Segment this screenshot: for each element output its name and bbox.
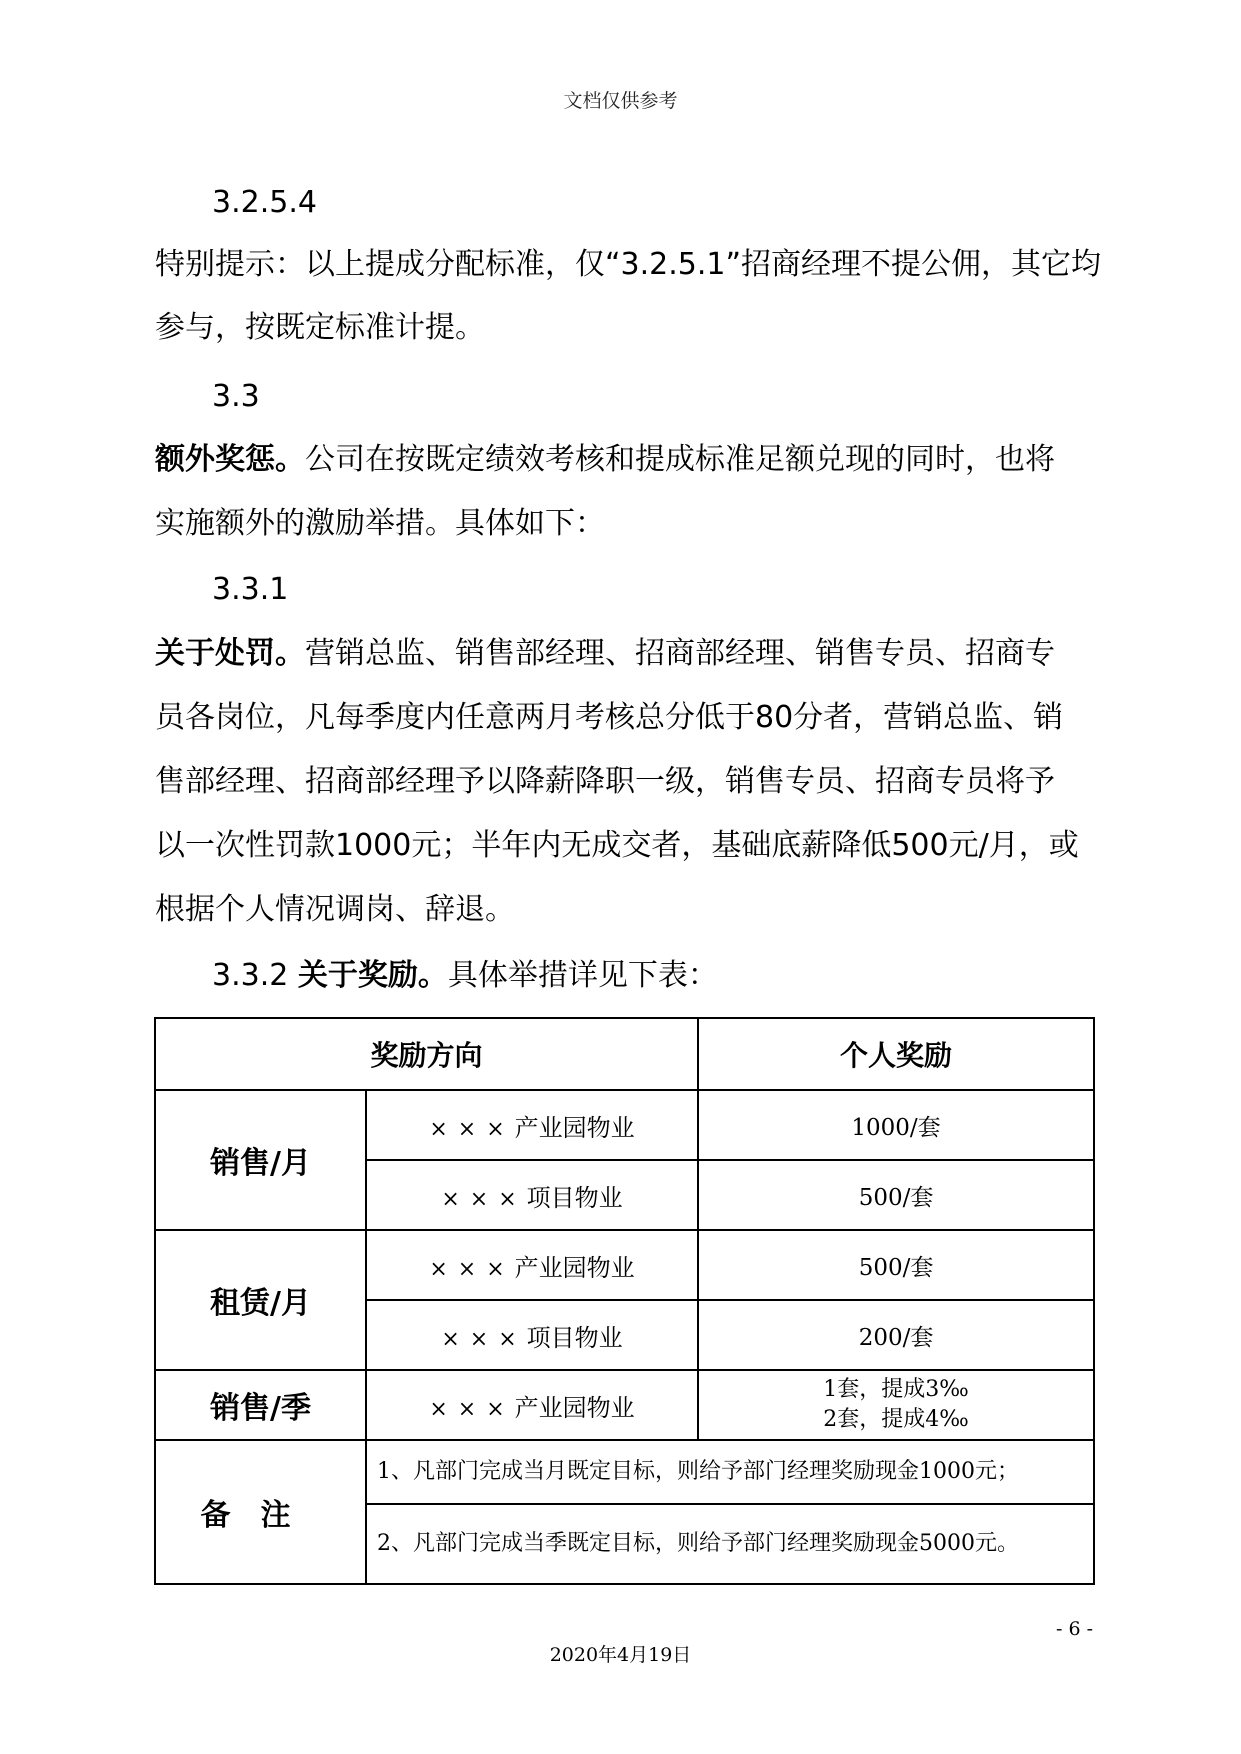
- section-number-3-3-1: 3.3.1: [212, 572, 289, 607]
- reward-intro: 具体举措详见下表：: [447, 958, 718, 993]
- table-row: [155, 1090, 1094, 1160]
- penalty-line-5: 根据个人情况调岗、辞退。: [155, 892, 515, 927]
- reward-value: 1000/套: [698, 1090, 1094, 1160]
- reward-value: 500/套: [698, 1160, 1094, 1230]
- project-name: 产业园物业: [514, 1113, 635, 1142]
- redacted-marks: ×××: [429, 1116, 515, 1142]
- category-lease-monthly: 租赁/月: [155, 1230, 366, 1370]
- table-header-row: [155, 1018, 1094, 1090]
- penalty-line-2: 员各岗位，凡每季度内任意两月考核总分低于80分者，营销总监、销: [155, 700, 1064, 735]
- project-cell: [366, 1370, 698, 1440]
- penalty-line-4: 以一次性罚款1000元；半年内无成交者，基础底薪降低500元/月，或: [155, 828, 1079, 863]
- header-reward-direction: 奖励方向: [155, 1018, 698, 1090]
- project-name: 产业园物业: [514, 1393, 635, 1422]
- notes-label: 备注: [155, 1440, 366, 1584]
- header-personal-reward: 个人奖励: [698, 1018, 1094, 1090]
- penalty-line-1: [155, 634, 1055, 674]
- penalty-line-3: 售部经理、招商部经理予以降薪降职一级，销售专员、招商专员将予: [155, 764, 1055, 799]
- penalty-title: 关于处罚。: [155, 636, 305, 671]
- redacted-marks: ×××: [429, 1396, 515, 1422]
- section-number-3-2-5-4: 3.2.5.4: [212, 185, 317, 220]
- footer-date: 2020年4月19日: [549, 1644, 692, 1666]
- reward-table: [154, 1017, 1095, 1585]
- page-header: 文档仅供参考: [563, 90, 678, 112]
- section-3-3-text: 公司在按既定绩效考核和提成标准足额兑现的同时，也将: [305, 442, 1055, 477]
- section-3-3-2-line: [212, 956, 718, 996]
- table-row: [155, 1370, 1094, 1440]
- tiered-commission: [698, 1370, 1094, 1440]
- project-cell: [366, 1090, 698, 1160]
- table-row: [155, 1230, 1094, 1300]
- table-row: [155, 1440, 1094, 1504]
- project-cell: [366, 1300, 698, 1370]
- redacted-marks: ×××: [441, 1326, 527, 1352]
- penalty-text: 营销总监、销售部经理、招商部经理、销售专员、招商专: [305, 636, 1055, 671]
- note-1: 1、凡部门完成当月既定目标，则给予部门经理奖励现金1000元；: [366, 1440, 1094, 1504]
- project-name: 项目物业: [526, 1183, 623, 1212]
- project-name: 项目物业: [526, 1323, 623, 1352]
- category-sales-monthly: 销售/月: [155, 1090, 366, 1230]
- tier-line-1: 1套，提成3‰: [823, 1377, 969, 1402]
- reward-title: 关于奖励。: [297, 958, 448, 993]
- section-3-3-line-2: 实施额外的激励举措。具体如下：: [155, 506, 605, 541]
- special-note-line-1: 特别提示：以上提成分配标准，仅“3.2.5.1”招商经理不提公佣，其它均: [155, 247, 1102, 282]
- page-number: - 6 -: [1055, 1618, 1093, 1640]
- note-2: 2、凡部门完成当季既定目标，则给予部门经理奖励现金5000元。: [366, 1504, 1094, 1584]
- reward-value: 500/套: [698, 1230, 1094, 1300]
- section-3-3-title: 额外奖惩。: [155, 442, 305, 477]
- project-cell: [366, 1230, 698, 1300]
- reward-value: 200/套: [698, 1300, 1094, 1370]
- tier-line-2: 2套，提成4‰: [823, 1407, 969, 1432]
- project-name: 产业园物业: [514, 1253, 635, 1282]
- redacted-marks: ×××: [441, 1186, 527, 1212]
- redacted-marks: ×××: [429, 1256, 515, 1282]
- category-sales-quarterly: 销售/季: [155, 1370, 366, 1440]
- section-number-3-3-2: 3.3.2: [212, 958, 289, 993]
- special-note-line-2: 参与，按既定标准计提。: [155, 310, 485, 345]
- section-3-3-line-1: [155, 440, 1055, 480]
- section-number-3-3: 3.3: [212, 379, 260, 414]
- project-cell: [366, 1160, 698, 1230]
